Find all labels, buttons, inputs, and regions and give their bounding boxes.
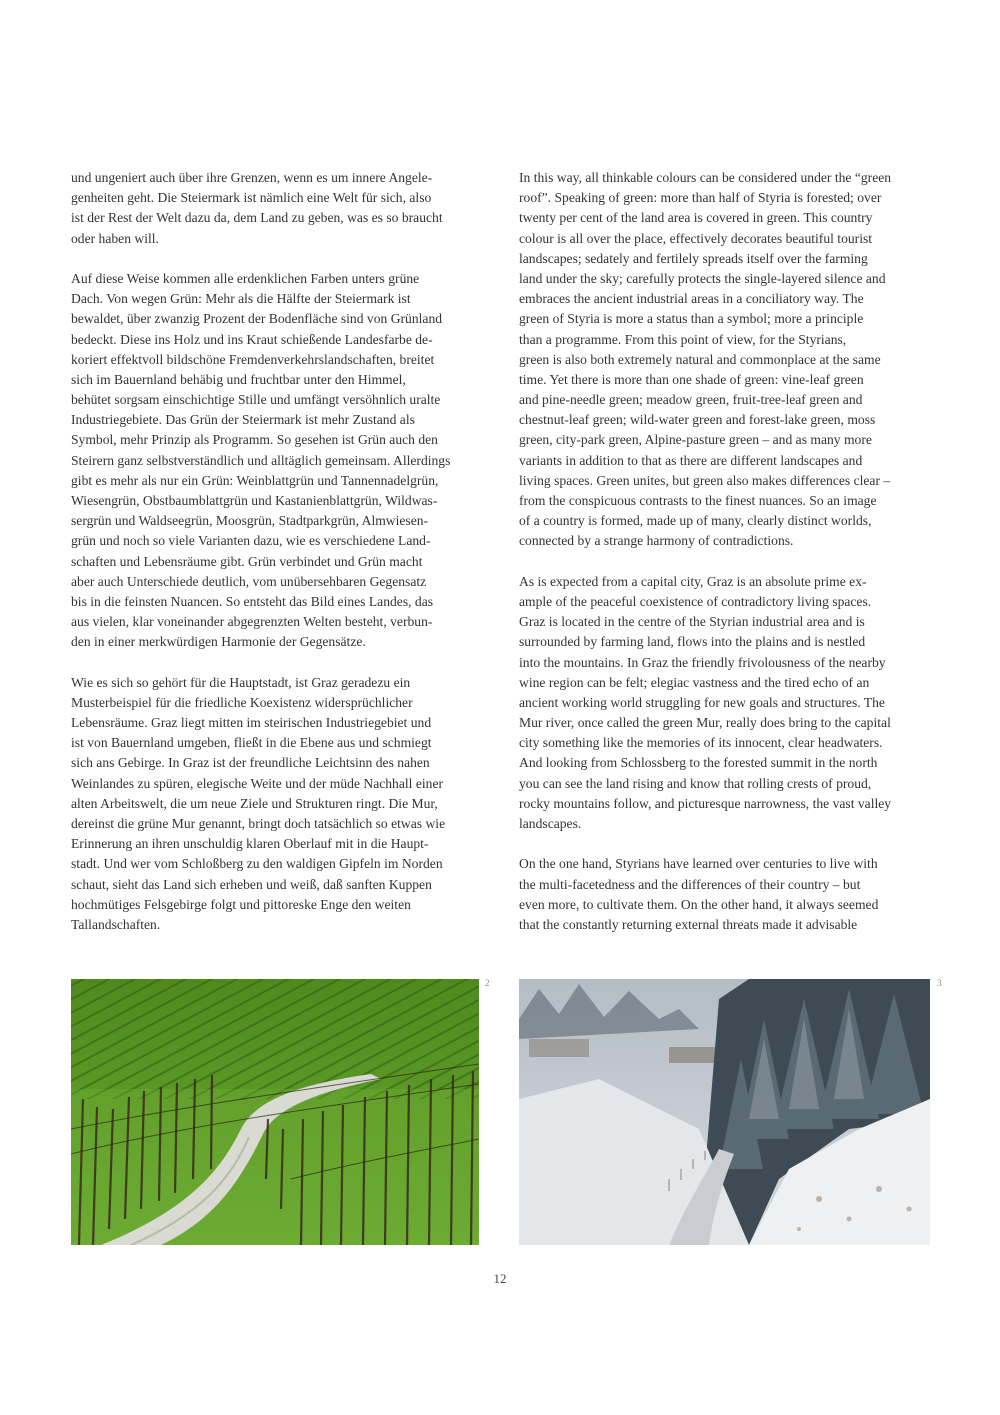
paragraph-gap <box>519 552 931 572</box>
text-line: Auf diese Weise kommen alle erdenklichen Farben unters grüne <box>71 270 420 286</box>
text-line: living spaces. Green unites, but green also makes differences clear – <box>519 472 891 488</box>
text-line: Wiesengrün, Obstbaumblattgrün und Kastanienblattgrün, Wildwas- <box>71 493 438 508</box>
text-line: Erinnerung an ihren unschuldig klaren Oberlauf mit in die Haupt- <box>71 836 429 852</box>
text-line: Tallandschaften. <box>71 916 161 932</box>
text-line: genheiten geht. Die Steiermark ist nämlich eine Welt für sich, also <box>71 190 432 206</box>
text-line: stadt. Und wer vom Schloßberg zu den waldigen Gipfeln im Norden <box>71 856 443 872</box>
text-line: Musterbeispiel für die friedliche Koexistenz widersprüchlicher <box>71 694 413 710</box>
text-line: Lebensräume. Graz liegt mitten im steirischen Industriegebiet und <box>71 715 432 731</box>
text-line: Industriegebiete. Das Grün der Steiermark ist mehr Zustand als <box>71 412 415 428</box>
text-line: sergrün und Waldseegrün, Moosgrün, Stadtparkgrün, Almwiesen- <box>71 513 429 529</box>
text-line: ancient working world struggling for new goals and structures. The <box>519 694 885 710</box>
text-line: aber auch Unterschiede deutlich, vom unübersehbaren Gegensatz <box>71 573 427 589</box>
text-line: of a country is formed, made up of many, clearly distinct worlds, <box>519 513 872 529</box>
text-line: Weinlandes zu spüren, elegische Weite und der müde Nachhall einer <box>71 775 444 791</box>
text-line: embraces the ancient industrial areas in a conciliatory way. The <box>519 291 864 307</box>
text-line: sich im Bauernland behäbig und fruchtbar unter den Himmel, <box>71 371 406 387</box>
figure-number-2: 2 <box>485 978 490 988</box>
text-line: bis in die feinsten Nuancen. So entsteht das Bild eines Landes, das <box>71 593 434 609</box>
text-line: landscapes. <box>519 816 582 831</box>
text-line: bedeckt. Diese ins Holz und ins Kraut schießende Landesfarbe de- <box>71 331 433 347</box>
text-line: chestnut-leaf green; wild-water green and forest-lake green, moss <box>519 412 876 428</box>
page-number: 12 <box>493 1271 507 1286</box>
text-line: land under the sky; carefully protects the single-layered silence and <box>519 270 886 286</box>
text-line: rocky mountains follow, and picturesque narrowness, the vast valley <box>519 795 892 811</box>
text-line: und ungeniert auch über ihre Grenzen, wenn es um innere Angele- <box>71 170 433 185</box>
text-line: dereinst die grüne Mur genannt, bringt doch tatsächlich so etwas wie <box>71 816 446 831</box>
text-line: connected by a strange harmony of contradictions. <box>519 533 794 549</box>
text-line: that the constantly returning external threats made it advisable <box>519 916 858 932</box>
text-line: Mur river, once called the green Mur, really does bring to the capital <box>519 715 891 731</box>
text-line: roof”. Speaking of green: more than half of Styria is forested; over <box>519 190 882 206</box>
text-line: koriert effektvoll bildschöne Fremdenverkehrslandschaften, breitet <box>71 351 435 367</box>
text-line: And looking from Schlossberg to the forested summit in the north <box>519 755 878 771</box>
text-line: bewaldet, über zwanzig Prozent der Bodenfläche sind von Grünland <box>71 311 443 327</box>
text-line: den in einer merkwürdigen Harmonie der Gegensätze. <box>71 634 366 650</box>
text-line: than a programme. From this point of view, for the Styrians, <box>519 331 847 347</box>
text-line: alten Arbeitswelt, die um neue Ziele und Strukturen ringt. Die Mur, <box>71 795 438 811</box>
text-line: behütet sorgsam einschichtige Stille und umfängt versöhnlich uralte <box>71 392 441 408</box>
text-line: aus vielen, klar voneinander abgegrenzten Welten besteht, verbun- <box>71 614 433 630</box>
text-line: hochmütiges Felsgebirge folgt und pittoreske Enge den weiten <box>71 896 411 912</box>
paragraph-gap <box>519 834 931 854</box>
text-line: green of Styria is more a status than a symbol; more a principle <box>519 311 864 327</box>
text-line: Graz is located in the centre of the Styrian industrial area and is <box>519 614 865 630</box>
english-text-column <box>519 168 931 935</box>
text-line: Symbol, mehr Prinzip als Programm. So gesehen ist Grün auch den <box>71 432 438 448</box>
text-line: from the conspicuous contrasts to the finest nuances. So an image <box>519 493 877 508</box>
paragraph-gap <box>71 249 483 269</box>
text-line: On the one hand, Styrians have learned over centuries to live with <box>519 856 878 872</box>
text-line: schaften und Lebensräume gibt. Grün verbindet und Grün macht <box>71 553 423 569</box>
text-line: Wie es sich so gehört für die Hauptstadt, ist Graz geradezu ein <box>71 674 411 690</box>
text-line: grün und noch so viele Varianten dazu, wie es verschiedene Land- <box>71 533 431 549</box>
text-line: Dach. Von wegen Grün: Mehr als die Hälfte der Steiermark ist <box>71 291 411 307</box>
text-line: variants in addition to that as there are different landscapes and <box>519 452 863 468</box>
text-line: Steirern ganz selbstverständlich und alltäglich gemeinsam. Allerdings <box>71 452 451 468</box>
text-line: even more, to cultivate them. On the other hand, it always seemed <box>519 896 879 912</box>
text-line: colour is all over the place, effectively decorates beautiful tourist <box>519 230 873 246</box>
text-line: city something like the memories of its innocent, clear headwaters. <box>519 735 883 751</box>
text-line: As is expected from a capital city, Graz is an absolute prime ex- <box>519 573 867 589</box>
text-line: green is also both extremely natural and commonplace at the same <box>519 351 881 367</box>
figure-number-3: 3 <box>937 978 942 988</box>
text-line: surrounded by farming land, flows into the plains and is nestled <box>519 634 866 650</box>
text-line: wine region can be felt; elegiac vastness and the tired echo of an <box>519 674 870 690</box>
text-line: ist der Rest der Welt dazu da, dem Land zu geben, was es so braucht <box>71 210 443 226</box>
text-line: gibt es mehr als nur ein Grün: Weinblattgrün und Tannennadelgrün, <box>71 472 439 488</box>
german-text-column <box>71 168 483 935</box>
vineyard-photo <box>71 979 479 1245</box>
text-line: In this way, all thinkable colours can be considered under the “green <box>519 170 892 185</box>
text-line: sich ans Gebirge. In Graz ist der freundliche Leichtsinn des nahen <box>71 755 430 771</box>
winter-landscape-photo <box>519 979 930 1245</box>
paragraph-gap <box>71 653 483 673</box>
text-line: into the mountains. In Graz the friendly frivolousness of the nearby <box>519 654 886 670</box>
text-line: ist von Bauernland umgeben, fließt in die Ebene aus und schmiegt <box>71 735 432 751</box>
text-line: you can see the land rising and know that rolling crests of proud, <box>519 775 872 791</box>
text-line: landscapes; sedately and fertilely spreads itself over the farming <box>519 250 868 266</box>
text-line: twenty per cent of the land area is covered in green. This country <box>519 210 873 226</box>
text-line: oder haben will. <box>71 230 159 246</box>
text-line: schaut, sieht das Land sich erheben und weiß, daß sanften Kuppen <box>71 876 432 892</box>
text-line: green, city-park green, Alpine-pasture green – and as many more <box>519 432 872 448</box>
text-line: and pine-needle green; meadow green, fruit-tree-leaf green and <box>519 392 863 408</box>
text-line: the multi-facetedness and the differences of their country – but <box>519 876 861 892</box>
text-line: ample of the peaceful coexistence of contradictory living spaces. <box>519 593 872 609</box>
text-line: time. Yet there is more than one shade of green: vine-leaf green <box>519 371 864 387</box>
